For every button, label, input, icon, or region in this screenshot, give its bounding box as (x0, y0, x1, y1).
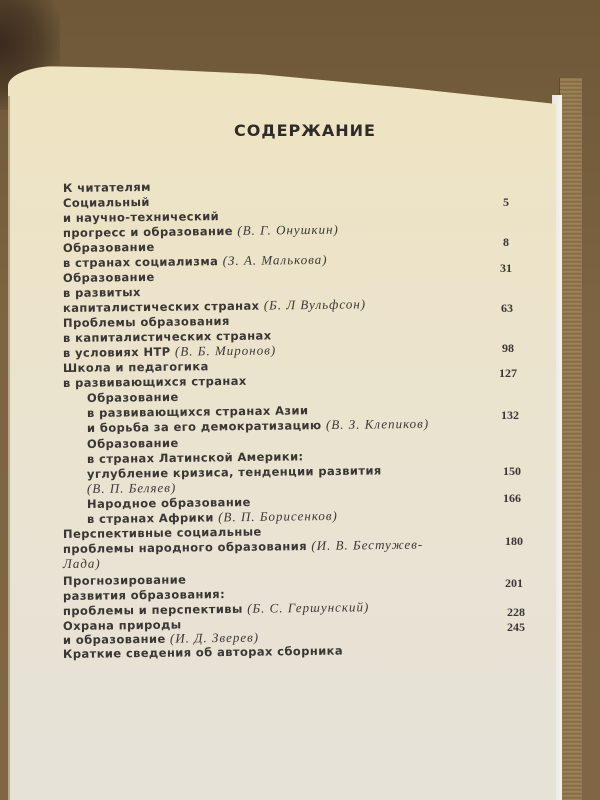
toc-line: Школа и педагогика (62, 359, 209, 375)
toc-line: К читателям (62, 179, 151, 195)
page-number: 150 (503, 464, 521, 478)
toc-line: Краткие сведения об авторах сборника (62, 643, 344, 661)
toc-line: (В. П. Беляев) (86, 479, 177, 496)
toc-line: и научно-технический (62, 209, 220, 225)
toc-line: Перспективные социальные (62, 524, 262, 541)
page-number: 180 (505, 534, 523, 548)
page-title: СОДЕРЖАНИЕ (234, 121, 376, 140)
toc-line: прогресс и образование (В. Г. Онушкин) (62, 221, 339, 240)
toc-line: в развитых (62, 285, 141, 300)
toc-line: и образование (И. Д. Зверев) (62, 629, 260, 647)
toc-line: в развивающихся странах Азии (86, 403, 309, 420)
toc-line: Народное образование (86, 494, 251, 511)
toc-line: капиталистических странах (Б. Л Вульфсон) (62, 296, 367, 315)
toc-line: Лада) (62, 555, 101, 571)
toc-line: Образование (86, 389, 179, 405)
page-number: 132 (501, 408, 519, 422)
page-number: 127 (499, 366, 517, 380)
toc-line: Образование (86, 435, 179, 451)
toc-line: развития образования: (62, 587, 226, 603)
page-number: 228 (507, 605, 525, 619)
page-number: 166 (503, 491, 521, 505)
toc-line: и борьба за его демократизацию (В. З. Клепиков) (86, 415, 430, 435)
page-number: 245 (507, 620, 525, 634)
toc-line: Охрана природы (62, 617, 182, 633)
toc-line: Образование (62, 239, 155, 255)
page-number: 8 (503, 235, 509, 249)
toc-line: в капиталистических странах (62, 328, 272, 345)
toc-line: проблемы народного образования (И. В. Бестужев- (62, 536, 424, 556)
toc-line: углубление кризиса, тенденции развития (86, 463, 382, 481)
page-number: 98 (502, 341, 514, 355)
toc-line: в странах социализма (З. А. Малькова) (62, 251, 328, 270)
toc-line: Социальный (62, 194, 150, 210)
toc-line: в странах Латинской Америки: (86, 449, 304, 466)
toc-line: в развивающихся странах (62, 373, 247, 390)
toc-line: Проблемы образования (62, 313, 230, 330)
page-number: 5 (503, 195, 509, 209)
toc-line: Образование (62, 269, 155, 285)
page-number: 201 (505, 576, 523, 590)
toc-line: в странах Африки (В. П. Борисенков) (86, 507, 338, 526)
toc-line: проблемы и перспективы (Б. С. Гершунский) (62, 599, 370, 618)
toc-line: в условиях НТР (В. Б. Миронов) (62, 342, 277, 360)
page-number: 31 (500, 261, 512, 275)
page-number: 63 (501, 301, 513, 315)
toc-line: Прогнозирование (62, 572, 187, 588)
